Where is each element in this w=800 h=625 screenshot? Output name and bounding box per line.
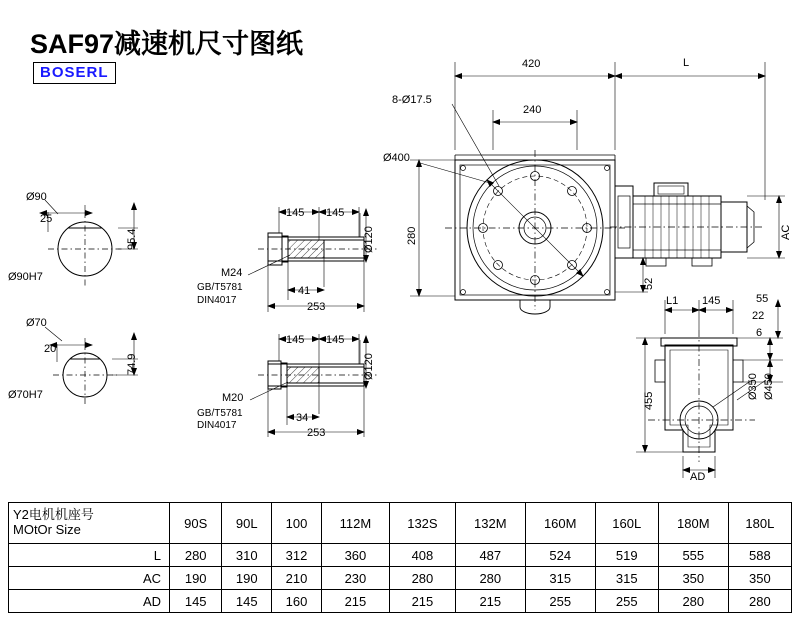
dim-d120-b: Ø120 (363, 353, 375, 380)
dim-145-e: 145 (702, 295, 721, 307)
col-header-160m: 160M (525, 503, 595, 544)
cell-ac-160m: 315 (525, 567, 595, 590)
table-row (9, 567, 792, 590)
col-header-100: 100 (272, 503, 322, 544)
cell-l-100: 312 (272, 544, 322, 567)
col-header-90l: 90L (222, 503, 272, 544)
cell-l-90l: 310 (222, 544, 272, 567)
dim-AC: AC (780, 224, 792, 240)
bolt-detail-m20 (250, 334, 378, 437)
cell-ad-180m: 280 (658, 590, 728, 613)
table-corner-cell (9, 503, 170, 544)
cell-l-132s: 408 (389, 544, 455, 567)
corner-label-cn: Y2电机机座号 (13, 507, 94, 523)
cell-ad-160m: 255 (525, 590, 595, 613)
dim-m20: M20 (222, 392, 244, 404)
dim-gb-t5781-a: GB/T5781 (197, 282, 243, 293)
cell-ac-160l: 315 (595, 567, 658, 590)
dim-d120-a: Ø120 (363, 226, 375, 253)
row-label-l: L (9, 544, 170, 567)
cell-ac-180l: 350 (728, 567, 791, 590)
cell-ad-180l: 280 (728, 590, 791, 613)
dim-280: 280 (406, 226, 418, 245)
dim-L-top: L (683, 57, 690, 69)
motor-size-table (8, 502, 792, 613)
col-header-180l: 180L (728, 503, 791, 544)
shaft-detail-70 (45, 327, 138, 406)
brand-badge: BOSERL (33, 62, 116, 84)
cell-ad-132m: 215 (455, 590, 525, 613)
dim-L1: L1 (666, 295, 679, 307)
dim-din4017-b: DIN4017 (197, 420, 237, 431)
dim-34: 34 (296, 412, 309, 424)
dim-d350: Ø350 (747, 373, 759, 400)
dim-d90: Ø90 (26, 191, 47, 203)
dim-52: 52 (643, 277, 655, 290)
cell-ac-100: 210 (272, 567, 322, 590)
dim-253-b: 253 (307, 427, 326, 439)
cell-ad-100: 160 (272, 590, 322, 613)
cell-l-132m: 487 (455, 544, 525, 567)
dim-240: 240 (523, 104, 542, 116)
dim-145-b: 145 (326, 207, 345, 219)
cell-ad-90l: 145 (222, 590, 272, 613)
corner-label-en: MOtOr Size (13, 522, 81, 537)
dim-20: 20 (44, 343, 57, 355)
dim-400: Ø400 (383, 152, 410, 164)
dim-din4017-a: DIN4017 (197, 295, 237, 306)
cell-ac-180m: 350 (658, 567, 728, 590)
dim-25: 25 (40, 213, 53, 225)
cell-ac-90s: 190 (170, 567, 222, 590)
col-header-132m: 132M (455, 503, 525, 544)
dim-d450: Ø450 (763, 373, 775, 400)
dim-22: 22 (752, 310, 765, 322)
cell-l-180l: 588 (728, 544, 791, 567)
table-header-row (9, 503, 792, 544)
col-header-132s: 132S (389, 503, 455, 544)
cell-l-112m: 360 (321, 544, 389, 567)
cell-ad-90s: 145 (170, 590, 222, 613)
dim-m24: M24 (221, 267, 243, 279)
main-front-view (410, 62, 765, 314)
cell-l-90s: 280 (170, 544, 222, 567)
dim-AD: AD (690, 471, 706, 483)
row-label-ac: AC (9, 567, 170, 590)
col-header-90s: 90S (170, 503, 222, 544)
dim-455: 455 (643, 391, 655, 410)
dim-d70h7: Ø70H7 (8, 389, 43, 401)
dim-6: 6 (756, 327, 763, 339)
dim-8x17-5: 8-Ø17.5 (392, 94, 432, 106)
row-label-ad: AD (9, 590, 170, 613)
cell-ac-132s: 280 (389, 567, 455, 590)
cell-ac-90l: 190 (222, 567, 272, 590)
dim-420: 420 (522, 58, 541, 70)
table-row (9, 544, 792, 567)
dim-41: 41 (298, 285, 311, 297)
cell-ad-160l: 255 (595, 590, 658, 613)
dim-145-c: 145 (286, 334, 305, 346)
page-title: SAF97减速机尺寸图纸 (30, 29, 304, 59)
shaft-detail-90 (40, 200, 138, 286)
dim-d70: Ø70 (26, 317, 47, 329)
cell-ac-112m: 230 (321, 567, 389, 590)
cell-ad-112m: 215 (321, 590, 389, 613)
col-header-180m: 180M (658, 503, 728, 544)
dim-145-d: 145 (326, 334, 345, 346)
dim-95-4: 95.4 (126, 228, 138, 250)
dim-145-a: 145 (286, 207, 305, 219)
cell-l-180m: 555 (658, 544, 728, 567)
bolt-detail-m24 (248, 207, 378, 312)
dim-253-a: 253 (307, 301, 326, 313)
col-header-112m: 112M (321, 503, 389, 544)
dim-d90h7: Ø90H7 (8, 271, 43, 283)
cell-ad-132s: 215 (389, 590, 455, 613)
table-row (9, 590, 792, 613)
dim-gb-t5781-b: GB/T5781 (197, 408, 243, 419)
dim-55: 55 (756, 293, 769, 305)
dim-74-9: 74.9 (126, 353, 138, 375)
motor-side-view (610, 183, 785, 266)
cell-ac-132m: 280 (455, 567, 525, 590)
col-header-160l: 160L (595, 503, 658, 544)
cell-l-160l: 519 (595, 544, 658, 567)
cell-l-160m: 524 (525, 544, 595, 567)
